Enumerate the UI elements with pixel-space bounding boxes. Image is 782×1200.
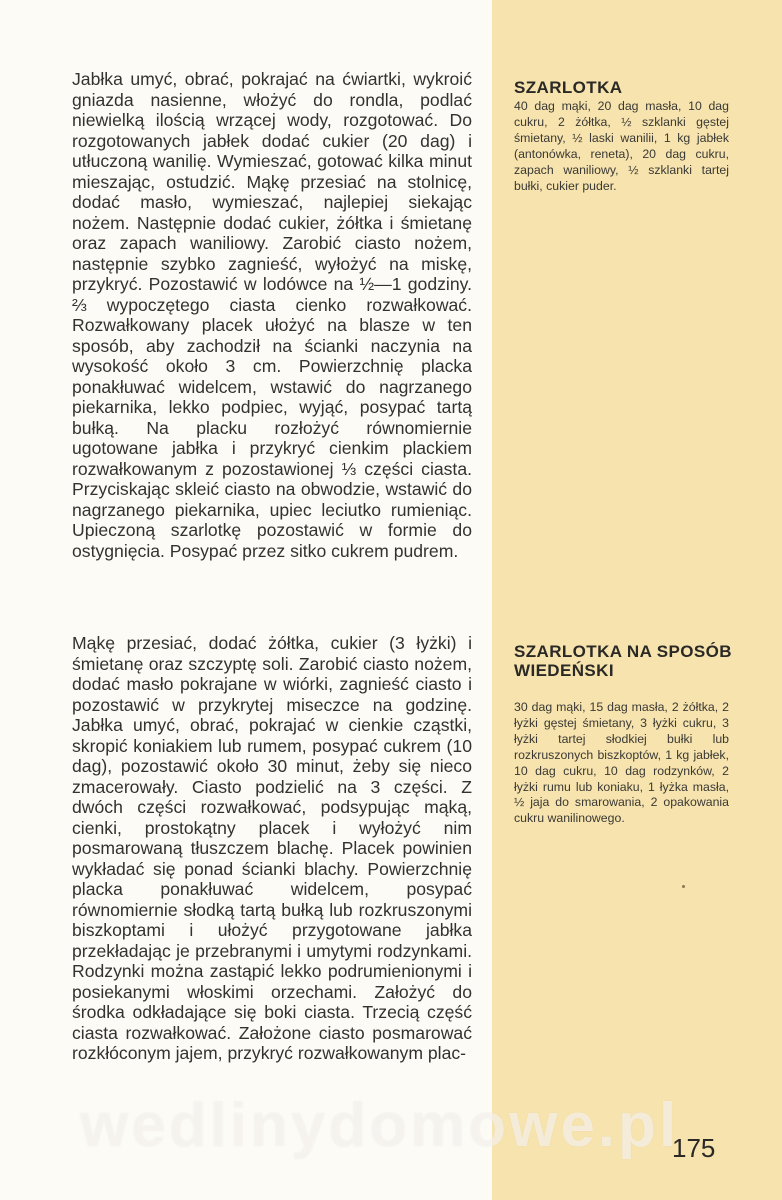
- ingredients-list-szarlotka: 40 dag mąki, 20 dag masła, 10 dag cukru, 2 żółtka, ½ szklanki gęstej śmietany, ½ laski wanilii, 1 kg jabłek (antonówka, reneta), 20 dag cukru, zapach waniliowy, ½ szklanki tartej bułki, cukier puder.: [514, 99, 729, 193]
- ingredients-list-szarlotka-wiedenska: 30 dag mąki, 15 dag masła, 2 żółtka, 2 łyżki gęstej śmietany, 3 łyżki cukru, 3 łyżki tartej słodkiej bułki lub rozkruszonych biszkoptów, 1 kg jabłek, 10 dag cukru, 10 dag rodzynków, 2 łyżki rumu lub koniaku, 1 łyżka masła, ½ jaja do smarowania, 2 opakowania cukru wanilinowego.: [514, 700, 729, 826]
- recipe-title-szarlotka-wiedenska: SZARLOTKA NA SPOSÓB WIEDEŃSKI: [514, 642, 732, 680]
- page-number: 175: [672, 1133, 716, 1163]
- recipe-instructions-szarlotka: Jabłka umyć, obrać, pokrajać na ćwiartki, wykroić gniazda nasienne, włożyć do rondla, podlać niewielką ilością wrzącej wody, rozgotować. Do rozgotowanych jabłek dodać cukier (20 dag) i utłuczoną wanilię. Wymieszać, gotować kilka minut mieszając, ostudzić. Mąkę przesiać na stolnicę, dodać masło, wymieszać, najlepiej siekając nożem. Następnie dodać cukier, żółtka i śmietanę oraz zapach waniliowy. Zarobić ciasto nożem, następnie szybko zagnieść, wyłożyć na miskę, przykryć. Pozostawić w lodówce na ½—1 godziny. ⅔ wypoczętego ciasta cienko rozwałkować. Rozwałkowany placek ułożyć na blasze w ten sposób, aby zachodził na ścianki naczynia na wysokość około 3 cm. Powierzchnię placka ponakłuwać widelcem, wstawić do nagrzanego piekarnika, lekko podpiec, wyjąć, posypać tartą bułką. Na placku rozłożyć równomiernie ugotowane jabłka i przykryć cienkim plackiem rozwałkowanym z pozostawionej ⅓ części ciasta. Przyciskając skleić ciasto na obwodzie, wstawić do nagrzanego piekarnika, upiec leciutko rumieniąc. Upieczoną szarlotkę pozostawić w formie do ostygnięcia. Posypać przez sitko cukrem pudrem.: [72, 69, 472, 561]
- recipe-instructions-szarlotka-wiedenska: Mąkę przesiać, dodać żółtka, cukier (3 łyżki) i śmietanę oraz szczyptę soli. Zarobić ciasto nożem, dodać masło pokrajane w wiórki, zagnieść ciasto i pozostawić w przykrytej miseczce na godzinę. Jabłka umyć, obrać, pokrajać w cienkie cząstki, skropić koniakiem lub rumem, posypać cukrem (10 dag), pozostawić około 30 minut, żeby się nieco zmacerowały. Ciasto podzielić na 3 części. Z dwóch części rozwałkować, podsypując mąką, cienki, prostokątny placek i wyłożyć nim posmarowaną tłuszczem blachę. Placek powinien wykładać się ponad ścianki blachy. Powierzchnię placka ponakłuwać widelcem, posypać równomiernie słodką tartą bułką lub rozkruszonymi biszkoptami i ułożyć przygotowane jabłka przekładając je przebranymi i umytymi rodzynkami. Rodzynki można zastąpić lekko podrumienionymi i posiekanymi włoskimi orzechami. Założyć do środka odkładające się boki ciasta. Trzecią część ciasta rozwałkować. Założone ciasto posmarować rozkłóconym jajem, przykryć rozwałkowanym plac-: [72, 633, 472, 1063]
- watermark: wedlinydomowe.pl: [80, 1091, 680, 1160]
- recipe-title-szarlotka: SZARLOTKA: [514, 78, 623, 97]
- print-speck: [682, 885, 685, 888]
